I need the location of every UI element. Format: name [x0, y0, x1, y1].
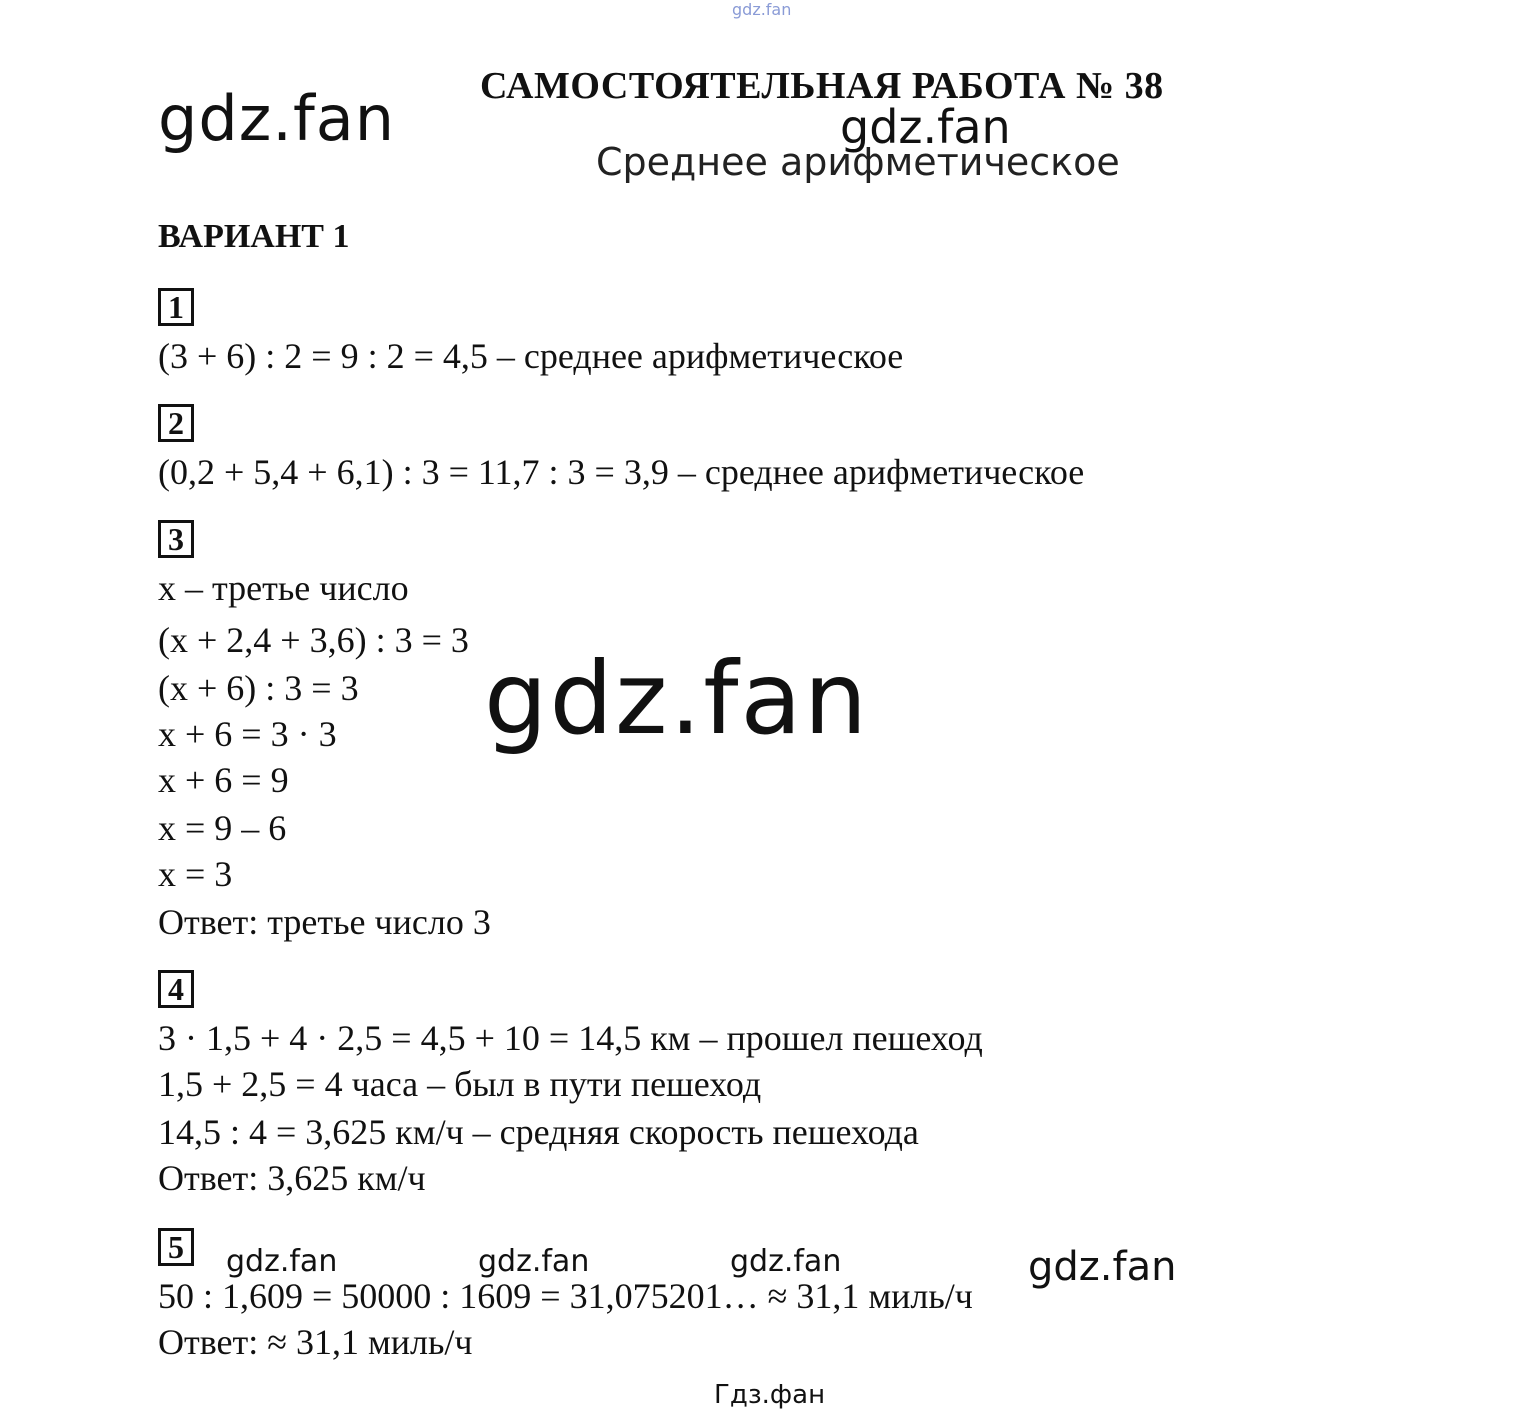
task-5-answer: Ответ: ≈ 31,1 миль/ч: [158, 1322, 473, 1362]
task-3-line-6: x = 9 – 6: [158, 808, 287, 848]
task-2-line-1: (0,2 + 5,4 + 6,1) : 3 = 11,7 : 3 = 3,9 – среднее арифметическое: [158, 452, 1085, 492]
task-number-2: 2: [158, 404, 194, 442]
task-number-4: 4: [158, 970, 194, 1008]
task-5-line-1: 50 : 1,609 = 50000 : 1609 = 31,075201… ≈ 31,1 миль/ч: [158, 1276, 973, 1316]
watermark-center: gdz.fan: [484, 640, 870, 757]
task-3-line-2: (x + 2,4 + 3,6) : 3 = 3: [158, 620, 469, 660]
task-number-5: 5: [158, 1228, 194, 1266]
watermark-row-2: gdz.fan: [478, 1244, 590, 1279]
page-subtitle: Среднее арифметическое: [596, 140, 1120, 184]
task-number-3: 3: [158, 520, 194, 558]
task-3-line-3: (x + 6) : 3 = 3: [158, 668, 359, 708]
task-4-line-2: 1,5 + 2,5 = 4 часа – был в пути пешеход: [158, 1064, 762, 1104]
page-title: САМОСТОЯТЕЛЬНАЯ РАБОТА № 38: [480, 65, 1164, 107]
task-1-line-1: (3 + 6) : 2 = 9 : 2 = 4,5 – среднее арифметическое: [158, 336, 904, 376]
task-3-line-7: x = 3: [158, 854, 233, 894]
task-3-line-5: x + 6 = 9: [158, 760, 289, 800]
watermark-row-right: gdz.fan: [1028, 1244, 1177, 1290]
task-3-line-1: x – третье число: [158, 568, 409, 608]
task-4-line-3: 14,5 : 4 = 3,625 км/ч – средняя скорость пешехода: [158, 1112, 919, 1152]
watermark-row-3: gdz.fan: [730, 1244, 842, 1279]
variant-heading: ВАРИАНТ 1: [158, 218, 350, 255]
task-4-line-1: 3 · 1,5 + 4 · 2,5 = 4,5 + 10 = 14,5 км – прошел пешеход: [158, 1018, 983, 1058]
watermark-header-right: gdz.fan: [840, 100, 1011, 154]
watermark-footer: Гдз.фан: [714, 1380, 826, 1410]
task-4-answer: Ответ: 3,625 км/ч: [158, 1158, 426, 1198]
watermark-top: gdz.fan: [732, 0, 792, 19]
watermark-header-left: gdz.fan: [158, 82, 396, 155]
watermark-row-1: gdz.fan: [226, 1244, 338, 1279]
task-3-answer: Ответ: третье число 3: [158, 902, 491, 942]
task-number-1: 1: [158, 288, 194, 326]
task-3-line-4: x + 6 = 3 · 3: [158, 714, 337, 754]
